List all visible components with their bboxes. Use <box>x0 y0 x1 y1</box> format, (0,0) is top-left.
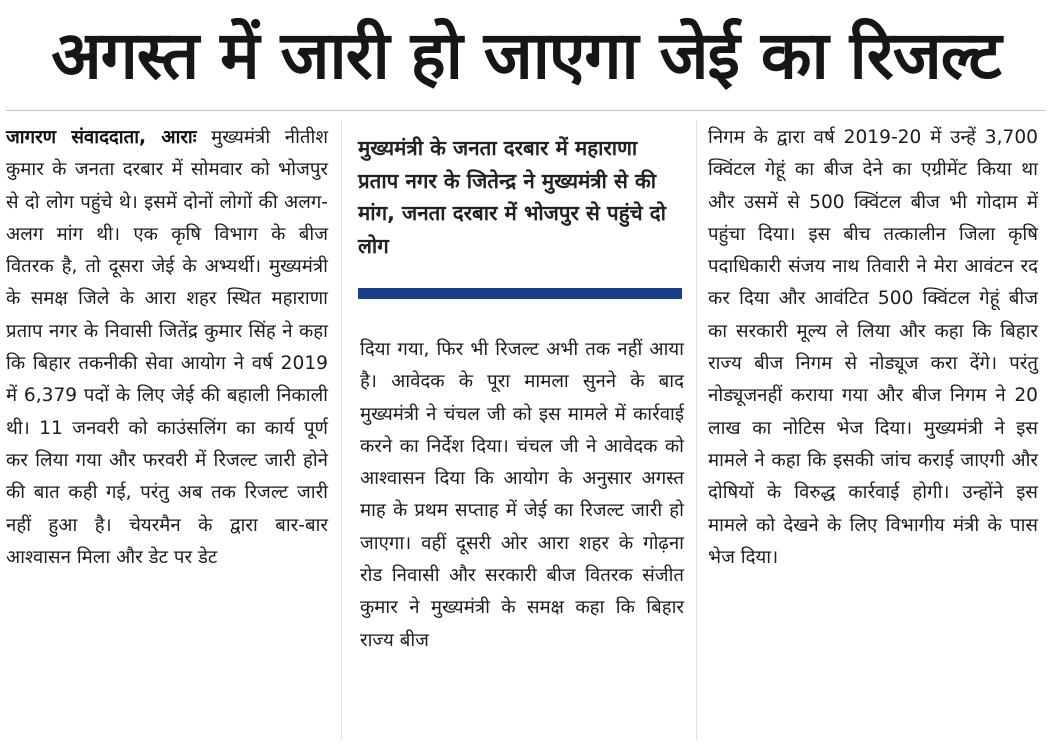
headline: अगस्त में जारी हो जाएगा जेई का रिजल्ट <box>51 17 1001 94</box>
column-divider <box>696 120 697 740</box>
article-column-2 <box>360 334 684 657</box>
column-2-text: दिया गया, फिर भी रिजल्ट अभी तक नहीं आया है। आवेदक के पूरा मामला सुनने के बाद मुख्यमंत्री ने चंचल जी को इस मामले में कार्रवाई करने का निर्देश दिया। चंचल जी ने आवेदक को आश्वासन दिया कि आयोग के अनुसार अगस्त माह के प्रथम सप्ताह में जेई का रिजल्ट जारी हो जाएगा। वहीं दूसरी ओर आरा शहर के गोढ़ना रोड निवासी और सरकारी बीज वितरक संजीत कुमार ने मुख्यमंत्री के समक्ष कहा कि बिहार राज्य बीज <box>360 339 684 651</box>
column-1-text: मुख्यमंत्री नीतीश कुमार के जनता दरबार में सोमवार को भोजपुर से दो लोग पहुंचे थे। इसमें दोनों लोगों की अलग-अलग मांग थी। एक कृषि विभाग के बीज वितरक है, तो दूसरा जेई के अभ्यर्थी। मुख्यमंत्री के समक्ष जिले के आरा शहर स्थित महाराणा प्रताप नगर के निवासी जितेंद्र कुमार सिंह ने कहा कि बिहार तकनीकी सेवा आयोग ने वर्ष 2019 में 6,379 पदों के लिए जेई की बहाली निकाली थी। 11 जनवरी को काउंसलिंग का कार्य पूर्ण कर लिया गया और फरवरी में रिजल्ट जारी होने की बात कही गई, परंतु अब तक रिजल्ट जारी नहीं हुआ है। चेयरमैन के द्वारा बार-बार आश्वासन मिला और डेट पर डेट <box>6 127 328 568</box>
pull-quote-bar <box>358 288 682 299</box>
column-divider <box>341 120 342 740</box>
byline: जागरण संवाददाता, आराः <box>6 127 197 148</box>
pull-quote-text: मुख्यमंत्री के जनता दरबार में महाराणा प्रताप नगर के जितेन्द्र ने मुख्यमंत्री से की मांग, जनता दरबार में भोजपुर से पहुंचे दो लोग <box>358 136 666 258</box>
article-column-1 <box>6 122 328 574</box>
pull-quote <box>358 132 682 302</box>
column-3-text: निगम के द्वारा वर्ष 2019-20 में उन्हें 3,700 क्विंटल गेहूं का बीज देने का एग्रीमेंट किया था और उसमें से 500 क्विंटल बीज भी गोदाम में पहुंचा दिया। इस बीच तत्कालीन जिला कृषि पदाधिकारी संजय नाथ तिवारी ने मेरा आवंटन रद कर दिया और आवंटित 500 क्विंटल गेहूं बीज का सरकारी मूल्य ले लिया और कहा कि बिहार राज्य बीज निगम से नोड्यूज करा देंगे। परंतु नोड्यूजनहीं कराया गया और बीज निगम ने 20 लाख का नोटिस भेज दिया। मुख्यमंत्री ने इस मामले ने कहा कि इसकी जांच कराई जाएगी और दोषियों के विरुद्ध कार्रवाई होगी। उन्होंने इस मामले को देखने के लिए विभागीय मंत्री के पास भेज दिया। <box>708 127 1038 568</box>
headline-rule <box>6 110 1046 111</box>
article-column-3 <box>708 122 1038 574</box>
